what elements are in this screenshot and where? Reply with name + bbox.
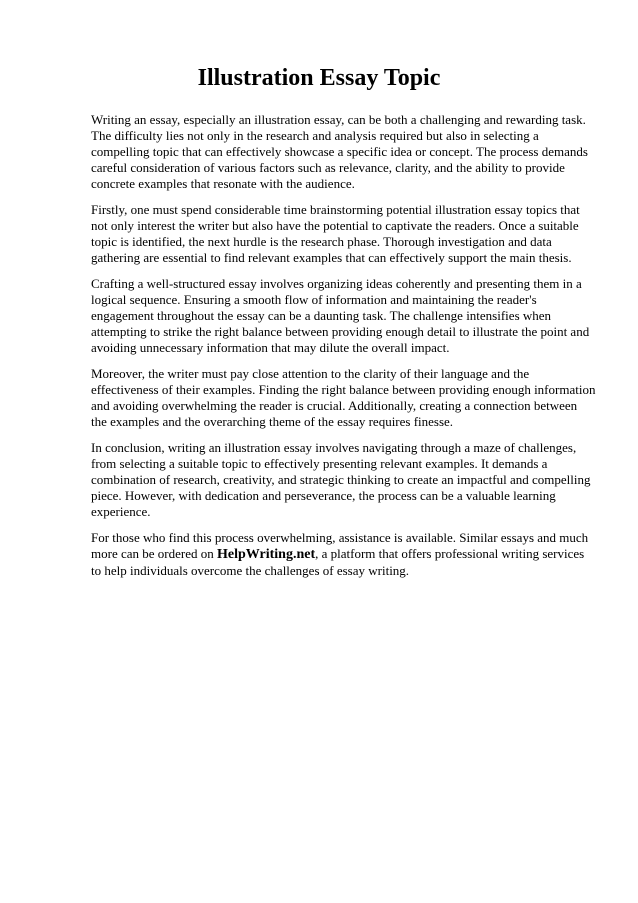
brand-link[interactable]: HelpWriting.net bbox=[216, 547, 316, 562]
paragraph-structure: Crafting a well-structured essay involves organizing ideas coherently and presenting them in a logical sequence. Ensuring a smooth flow of information and maintaining the reader's engagement throughout the essay can be a daunting task. The challenge intensifies when attempting to strike the right balance between providing enough detail to illustrate the point and avoiding unnecessary information that may dilute the overall impact. bbox=[91, 276, 590, 355]
page-title: Illustration Essay Topic bbox=[197, 65, 441, 91]
paragraph-clarity: Moreover, the writer must pay close attention to the clarity of their language and the effectiveness of their examples. Finding the right balance between providing enough information and avoiding overwhelming the reader is crucial. Additionally, creating a connection between the examples and the overarching theme of the essay requires finesse. bbox=[91, 366, 596, 429]
paragraph-conclusion: In conclusion, writing an illustration essay involves navigating through a maze of challenges, from selecting a suitable topic to effectively presenting relevant examples. It demands a combination of research, creativity, and strategic thinking to create an impactful and compelling piece. However, with dedication and perseverance, the process can be a valuable learning experience. bbox=[91, 440, 591, 519]
paragraph-closing bbox=[91, 530, 596, 579]
closing-text-before: For those who find this process overwhelming, assistance is available. Similar essays and much more can be ordered on bbox=[91, 530, 589, 561]
closing-text-after: , a platform that offers professional writing services to help individuals overcome the challenges of essay writing. bbox=[91, 546, 585, 578]
paragraph-intro: Writing an essay, especially an illustration essay, can be both a challenging and rewarding task. The difficulty lies not only in the research and analysis required but also in selecting a compelling topic that can effectively showcase a specific idea or concept. The process demands careful consideration of various factors such as relevance, clarity, and the ability to provide concrete examples that resonate with the audience. bbox=[91, 112, 588, 191]
paragraph-brainstorming: Firstly, one must spend considerable time brainstorming potential illustration essay topics that not only interest the writer but also have the potential to captivate the readers. Once a suitable topic is identified, the next hurdle is the research phase. Thorough investigation and data gathering are essential to find relevant examples that can effectively support the main thesis. bbox=[91, 202, 580, 265]
